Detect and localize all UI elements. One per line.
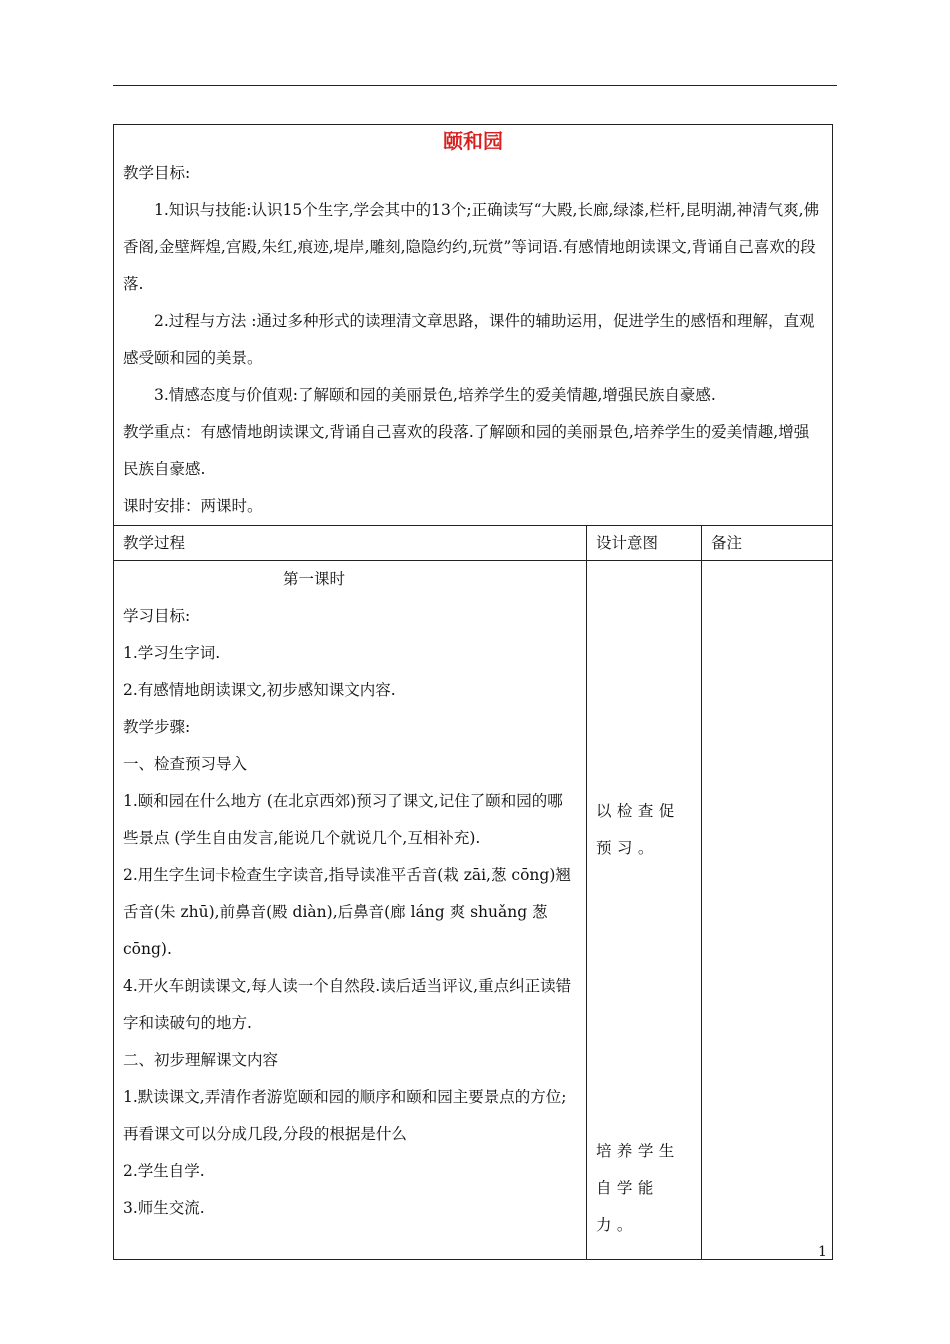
key-points: 教学重点：有感情地朗读课文,背诵自己喜欢的段落.了解颐和园的美丽景色,培养学生的爱美情趣,增强民族自豪感.: [123, 423, 810, 478]
header-process: 教学过程: [114, 526, 587, 561]
session-title: 第一课时: [283, 570, 346, 588]
page-number: 1: [818, 1244, 827, 1260]
design-note-preview: 以检查促预习。: [596, 801, 680, 857]
design-cell: [587, 561, 702, 1260]
process-line: 一、检查预习导入: [123, 755, 248, 773]
overview-cell: [114, 125, 833, 526]
process-cell: [114, 561, 587, 1260]
header-notes: 备注: [702, 526, 833, 561]
process-line: 2.有感情地朗读课文,初步感知课文内容.: [123, 681, 396, 699]
process-line: 3.师生交流.: [123, 1199, 205, 1217]
process-line: 学习目标:: [123, 607, 191, 625]
notes-cell: [702, 561, 833, 1260]
design-spacer: [596, 561, 692, 777]
header-rule: [113, 85, 837, 86]
process-line: 二、初步理解课文内容: [123, 1051, 279, 1069]
objectives-heading: 教学目标:: [123, 164, 191, 182]
design-spacer: [596, 882, 692, 1117]
objective-attitude: 3.情感态度与价值观:了解颐和园的美丽景色,培养学生的爱美情趣,增强民族自豪感.: [154, 386, 716, 404]
objective-knowledge: 1.知识与技能:认识15个生字,学会其中的13个;正确读写“大殿,长廊,绿漆,栏杆,昆明湖,神清气爽,佛香阁,金壁辉煌,宫殿,朱红,痕迹,堤岸,雕刻,隐隐约约,玩赏”等词语.有感情地朗读课文,背诵自己喜欢的段落.: [123, 201, 820, 293]
schedule: 课时安排：两课时。: [123, 497, 263, 515]
process-line: 2.用生字生词卡检查生字读音,指导读准平舌音(栽 zāi,葱 cōng)翘舌音(朱 zhū),前鼻音(殿 diàn),后鼻音(廊 láng 爽 shuǎng 葱 cōng).: [123, 866, 571, 958]
header-design: 设计意图: [587, 526, 702, 561]
process-line: 1.默读课文,弄清作者游览颐和园的顺序和颐和园主要景点的方位;再看课文可以分成几段,分段的根据是什么: [123, 1088, 567, 1143]
process-line: 4.开火车朗读课文,每人读一个自然段.读后适当评议,重点纠正读错字和读破句的地方.: [123, 977, 572, 1032]
objective-process: 2.过程与方法 :通过多种形式的读理清文章思路，课件的辅助运用，促进学生的感悟和理解，直观感受颐和园的美景。: [123, 312, 815, 367]
design-note-self-study: 培养学生自学能力。: [596, 1141, 680, 1234]
process-line: 1.学习生字词.: [123, 644, 221, 662]
process-line: 教学步骤:: [123, 718, 191, 736]
page-title: 颐和园: [443, 129, 503, 153]
lesson-plan-table: [113, 124, 833, 1260]
process-line: 2.学生自学.: [123, 1162, 205, 1180]
process-line: 1.颐和园在什么地方 (在北京西郊)预习了课文,记住了颐和园的哪些景点 (学生自由发言,能说几个就说几个,互相补充).: [123, 792, 563, 847]
